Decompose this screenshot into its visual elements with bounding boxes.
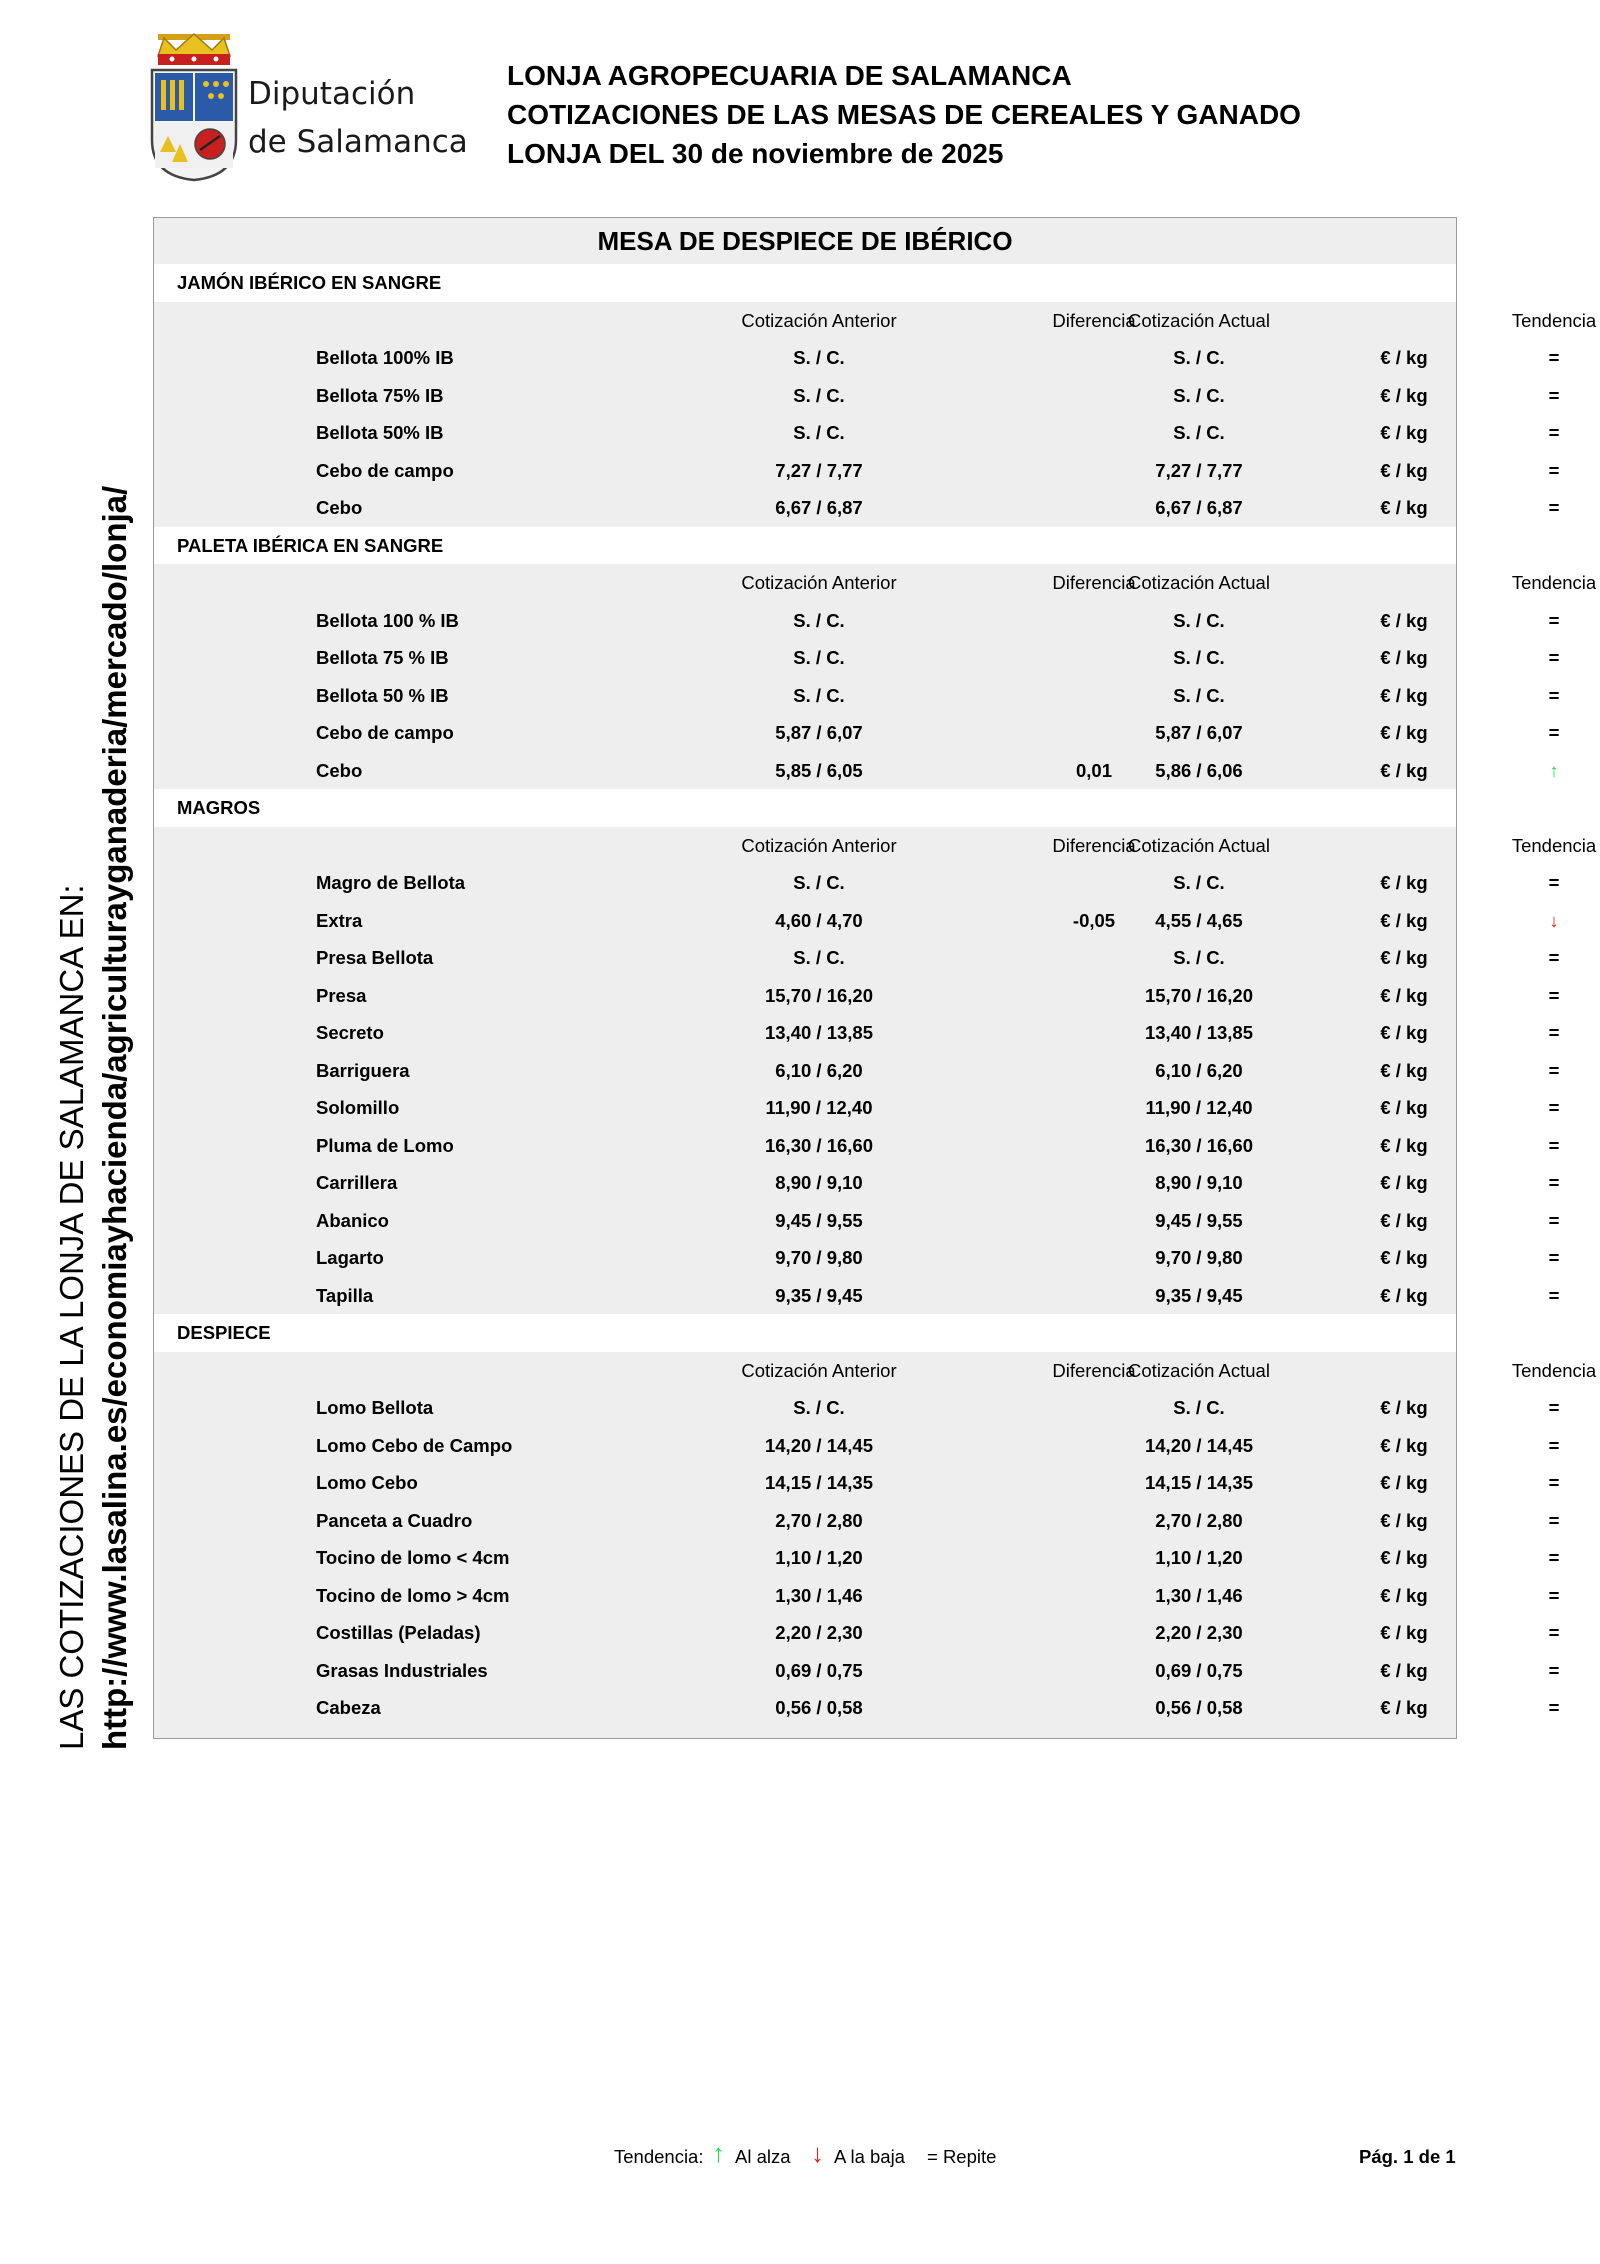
price-anterior: 16,30 / 16,60 xyxy=(764,1134,873,1156)
price-actual: 2,20 / 2,30 xyxy=(1155,1622,1243,1643)
table-row xyxy=(154,377,1560,415)
price-diferencia: -0,05 xyxy=(1072,909,1116,931)
product-name: Lomo Cebo de Campo xyxy=(316,1434,513,1456)
product-name: Secreto xyxy=(316,1022,384,1043)
product-name: Solomillo xyxy=(316,1097,400,1118)
panel-title: MESA DE DESPIECE DE IBÉRICO xyxy=(597,226,1013,256)
trend-equal: = xyxy=(1548,1247,1560,1268)
price-actual: 0,69 / 0,75 xyxy=(1155,1659,1243,1681)
price-actual: S. / C. xyxy=(1173,422,1225,443)
price-anterior: 6,10 / 6,20 xyxy=(775,1059,863,1081)
price-unit: € / kg xyxy=(1380,684,1428,706)
header-line-1: LONJA AGROPECUARIA DE SALAMANCA xyxy=(507,60,1072,91)
price-anterior: S. / C. xyxy=(793,647,845,668)
product-name: Abanico xyxy=(316,1209,389,1231)
product-name: Presa xyxy=(316,984,367,1006)
price-unit: € / kg xyxy=(1380,1472,1428,1493)
product-name: Presa Bellota xyxy=(316,947,434,968)
table-row xyxy=(154,1127,1560,1165)
product-name: Magro de Bellota xyxy=(316,872,466,893)
product-name: Tocino de lomo > 4cm xyxy=(316,1584,510,1606)
price-actual: 9,70 / 9,80 xyxy=(1155,1247,1243,1268)
trend-equal: = xyxy=(1548,1397,1560,1418)
price-actual: S. / C. xyxy=(1173,347,1225,368)
trend-equal: = xyxy=(1548,872,1560,893)
price-anterior: S. / C. xyxy=(793,1397,845,1418)
down-arrow-icon: ↓ xyxy=(811,2138,824,2168)
price-unit: € / kg xyxy=(1380,1397,1428,1418)
price-actual: S. / C. xyxy=(1173,609,1225,631)
price-actual: 16,30 / 16,60 xyxy=(1144,1134,1253,1156)
product-name: Grasas Industriales xyxy=(316,1659,488,1681)
section-header xyxy=(154,789,1456,827)
column-header-row xyxy=(154,302,1597,340)
header-line-3: LONJA DEL 30 de noviembre de 2025 xyxy=(507,138,1004,169)
price-unit: € / kg xyxy=(1380,909,1428,931)
table-row xyxy=(154,1577,1560,1615)
price-unit: € / kg xyxy=(1380,647,1428,668)
price-unit: € / kg xyxy=(1380,1509,1428,1531)
trend-equal: = xyxy=(1548,384,1560,406)
price-actual: S. / C. xyxy=(1173,684,1225,706)
price-unit: € / kg xyxy=(1380,759,1428,781)
column-header-diferencia: Diferencia xyxy=(1052,309,1136,331)
price-anterior: 0,56 / 0,58 xyxy=(775,1697,863,1718)
price-unit: € / kg xyxy=(1380,1584,1428,1606)
product-name: Cebo de campo xyxy=(316,722,454,743)
table-row xyxy=(154,902,1559,940)
price-anterior: 5,85 / 6,05 xyxy=(775,759,863,781)
table-row xyxy=(154,452,1560,490)
price-unit: € / kg xyxy=(1380,1247,1428,1268)
table-row xyxy=(154,864,1560,902)
trend-equal: = xyxy=(1548,647,1560,668)
product-name: Cebo xyxy=(316,497,363,518)
product-name: Lomo Bellota xyxy=(316,1397,434,1418)
price-table xyxy=(154,264,1597,1727)
section-header xyxy=(154,1314,1456,1352)
table-row xyxy=(154,1089,1560,1127)
price-anterior: S. / C. xyxy=(793,422,845,443)
column-header-tendencia: Tendencia xyxy=(1511,309,1597,331)
price-anterior: 14,20 / 14,45 xyxy=(764,1434,873,1456)
price-actual: 1,30 / 1,46 xyxy=(1155,1584,1243,1606)
trend-equal: = xyxy=(1548,497,1560,518)
product-name: Bellota 100% IB xyxy=(316,347,454,368)
product-name: Barriguera xyxy=(316,1059,410,1081)
trend-equal: = xyxy=(1548,684,1560,706)
price-unit: € / kg xyxy=(1380,497,1428,518)
product-name: Carrillera xyxy=(316,1172,398,1193)
price-anterior: 14,15 / 14,35 xyxy=(764,1472,873,1493)
price-unit: € / kg xyxy=(1380,347,1428,368)
trend-down-icon: ↓ xyxy=(1549,909,1559,931)
price-panel xyxy=(153,217,1597,1739)
price-anterior: S. / C. xyxy=(793,609,845,631)
footer-legend-up: Al alza xyxy=(735,2146,791,2167)
price-unit: € / kg xyxy=(1380,1209,1428,1231)
product-name: Pluma de Lomo xyxy=(316,1134,454,1156)
price-actual: 5,87 / 6,07 xyxy=(1155,722,1243,743)
price-anterior: S. / C. xyxy=(793,947,845,968)
column-header-anterior: Cotización Anterior xyxy=(741,572,897,593)
price-unit: € / kg xyxy=(1380,722,1428,743)
price-anterior: 2,70 / 2,80 xyxy=(775,1509,863,1531)
price-unit: € / kg xyxy=(1380,1059,1428,1081)
footer xyxy=(0,2138,1600,2178)
price-unit: € / kg xyxy=(1380,384,1428,406)
side-banner xyxy=(50,485,160,1750)
price-unit: € / kg xyxy=(1380,459,1428,481)
price-unit: € / kg xyxy=(1380,1547,1428,1568)
table-row xyxy=(154,1164,1560,1202)
product-name: Lomo Cebo xyxy=(316,1472,418,1493)
product-name: Cebo de campo xyxy=(316,459,454,481)
footer-legend-label: Tendencia: xyxy=(614,2146,704,2167)
table-row xyxy=(154,602,1560,640)
column-header-anterior: Cotización Anterior xyxy=(741,834,897,856)
price-anterior: 2,20 / 2,30 xyxy=(775,1622,863,1643)
price-unit: € / kg xyxy=(1380,1434,1428,1456)
footer-legend-repeat: = Repite xyxy=(927,2146,997,2167)
column-header-tendencia: Tendencia xyxy=(1511,572,1597,593)
trend-equal: = xyxy=(1548,1659,1560,1681)
price-anterior: 9,45 / 9,55 xyxy=(775,1209,863,1231)
trend-equal: = xyxy=(1548,1584,1560,1606)
up-arrow-icon: ↑ xyxy=(712,2138,725,2168)
trend-equal: = xyxy=(1548,1472,1560,1493)
column-header-actual: Cotización Actual xyxy=(1128,1359,1270,1381)
column-header-diferencia: Diferencia xyxy=(1052,572,1136,593)
price-anterior: 8,90 / 9,10 xyxy=(775,1172,863,1193)
product-name: Cabeza xyxy=(316,1697,381,1718)
trend-equal: = xyxy=(1548,1284,1560,1306)
price-anterior: S. / C. xyxy=(793,684,845,706)
price-actual: 1,10 / 1,20 xyxy=(1155,1547,1243,1568)
trend-equal: = xyxy=(1548,1547,1560,1568)
table-row xyxy=(154,752,1559,790)
table-row xyxy=(154,1614,1560,1652)
trend-equal: = xyxy=(1548,1434,1560,1456)
price-actual: 11,90 / 12,40 xyxy=(1145,1097,1253,1118)
price-unit: € / kg xyxy=(1380,1697,1428,1718)
trend-equal: = xyxy=(1548,1622,1560,1643)
price-anterior: 9,70 / 9,80 xyxy=(775,1247,863,1268)
product-name: Bellota 75 % IB xyxy=(316,647,449,668)
price-unit: € / kg xyxy=(1380,422,1428,443)
product-name: Bellota 75% IB xyxy=(316,384,444,406)
column-header-diferencia: Diferencia xyxy=(1052,834,1136,856)
header-line-2: COTIZACIONES DE LAS MESAS DE CEREALES Y GANADO xyxy=(507,99,1301,130)
column-header-row xyxy=(154,827,1597,865)
section-header xyxy=(154,527,1456,565)
trend-up-icon: ↑ xyxy=(1549,759,1559,781)
price-anterior: 4,60 / 4,70 xyxy=(775,909,863,931)
column-header-row xyxy=(154,564,1597,602)
table-row xyxy=(154,639,1560,677)
price-actual: 6,67 / 6,87 xyxy=(1155,497,1243,518)
table-row xyxy=(154,1202,1560,1240)
price-unit: € / kg xyxy=(1380,947,1428,968)
table-row xyxy=(154,1689,1560,1727)
price-diferencia: 0,01 xyxy=(1075,759,1112,781)
price-anterior: 1,30 / 1,46 xyxy=(775,1584,863,1606)
price-anterior: 5,87 / 6,07 xyxy=(775,722,863,743)
table-row xyxy=(154,1239,1560,1277)
price-anterior: 6,67 / 6,87 xyxy=(775,497,863,518)
trend-equal: = xyxy=(1548,1059,1560,1081)
price-actual: 8,90 / 9,10 xyxy=(1155,1172,1243,1193)
column-header-row xyxy=(154,1352,1597,1390)
trend-equal: = xyxy=(1548,609,1560,631)
column-header-actual: Cotización Actual xyxy=(1128,834,1270,856)
footer-legend-down: A la baja xyxy=(834,2146,905,2167)
table-row xyxy=(154,1464,1560,1502)
price-actual: S. / C. xyxy=(1173,947,1225,968)
price-unit: € / kg xyxy=(1380,1134,1428,1156)
product-name: Bellota 100 % IB xyxy=(316,609,459,631)
table-row xyxy=(154,1502,1560,1540)
price-unit: € / kg xyxy=(1380,1172,1428,1193)
product-name: Extra xyxy=(316,909,363,931)
trend-equal: = xyxy=(1548,1022,1560,1043)
table-row xyxy=(154,414,1560,452)
column-header-tendencia: Tendencia xyxy=(1511,834,1597,856)
side-banner-line1: LAS COTIZACIONES DE LA LONJA DE SALAMANCA EN: xyxy=(53,884,90,1750)
price-actual: 7,27 / 7,77 xyxy=(1155,459,1243,481)
table-row xyxy=(154,939,1560,977)
column-header-actual: Cotización Actual xyxy=(1128,572,1270,593)
product-name: Costillas (Peladas) xyxy=(316,1622,481,1643)
section-title: DESPIECE xyxy=(177,1322,271,1343)
product-name: Bellota 50 % IB xyxy=(316,684,449,706)
trend-equal: = xyxy=(1548,1097,1560,1118)
trend-equal: = xyxy=(1548,947,1560,968)
section-title: MAGROS xyxy=(177,797,261,818)
coat-of-arms-icon xyxy=(150,32,240,182)
document-header xyxy=(507,56,1301,173)
trend-equal: = xyxy=(1548,1697,1560,1718)
section-title: PALETA IBÉRICA EN SANGRE xyxy=(177,534,444,556)
price-actual: 13,40 / 13,85 xyxy=(1144,1022,1253,1043)
logo-text-line2: de Salamanca xyxy=(248,124,468,160)
price-anterior: S. / C. xyxy=(793,384,845,406)
price-actual: 15,70 / 16,20 xyxy=(1144,984,1253,1006)
logo-text-line1: Diputación xyxy=(248,76,416,112)
price-unit: € / kg xyxy=(1380,1022,1428,1043)
product-name: Tapilla xyxy=(316,1284,374,1306)
product-name: Tocino de lomo < 4cm xyxy=(316,1547,510,1568)
table-row xyxy=(154,1389,1560,1427)
price-actual: 9,45 / 9,55 xyxy=(1155,1209,1243,1231)
trend-equal: = xyxy=(1548,422,1560,443)
table-row xyxy=(154,339,1560,377)
trend-equal: = xyxy=(1548,459,1560,481)
table-row xyxy=(154,1052,1560,1090)
product-name: Panceta a Cuadro xyxy=(316,1509,473,1531)
price-actual: 14,15 / 14,35 xyxy=(1144,1472,1253,1493)
table-row xyxy=(154,677,1560,715)
price-unit: € / kg xyxy=(1380,609,1428,631)
trend-equal: = xyxy=(1548,1134,1560,1156)
column-header-anterior: Cotización Anterior xyxy=(741,1359,897,1381)
price-actual: S. / C. xyxy=(1173,647,1225,668)
trend-equal: = xyxy=(1548,347,1560,368)
price-unit: € / kg xyxy=(1380,1097,1428,1118)
price-unit: € / kg xyxy=(1380,872,1428,893)
price-anterior: 13,40 / 13,85 xyxy=(764,1022,873,1043)
price-anterior: 9,35 / 9,45 xyxy=(775,1284,863,1306)
product-name: Bellota 50% IB xyxy=(316,422,444,443)
product-name: Cebo xyxy=(316,759,363,781)
trend-equal: = xyxy=(1548,1509,1560,1531)
price-actual: S. / C. xyxy=(1173,872,1225,893)
table-row xyxy=(154,1277,1560,1315)
price-unit: € / kg xyxy=(1380,1659,1428,1681)
price-anterior: 15,70 / 16,20 xyxy=(764,984,873,1006)
price-actual: S. / C. xyxy=(1173,1397,1225,1418)
price-anterior: 0,69 / 0,75 xyxy=(775,1659,863,1681)
table-row xyxy=(154,714,1560,752)
price-anterior: 11,90 / 12,40 xyxy=(765,1097,873,1118)
price-actual: 9,35 / 9,45 xyxy=(1155,1284,1243,1306)
column-header-diferencia: Diferencia xyxy=(1052,1359,1136,1381)
price-anterior: S. / C. xyxy=(793,347,845,368)
column-header-tendencia: Tendencia xyxy=(1511,1359,1597,1381)
trend-equal: = xyxy=(1548,1172,1560,1193)
price-anterior: 1,10 / 1,20 xyxy=(775,1547,863,1568)
price-unit: € / kg xyxy=(1380,1284,1428,1306)
trend-equal: = xyxy=(1548,984,1560,1006)
column-header-actual: Cotización Actual xyxy=(1128,309,1270,331)
price-anterior: 7,27 / 7,77 xyxy=(775,459,863,481)
table-row xyxy=(154,1652,1560,1690)
product-name: Lagarto xyxy=(316,1247,384,1268)
price-unit: € / kg xyxy=(1380,1622,1428,1643)
price-actual: 4,55 / 4,65 xyxy=(1155,909,1243,931)
diputacion-logo xyxy=(150,32,468,182)
side-banner-url[interactable]: http://www.lasalina.es/economiayhacienda/agriculturayganaderia/mercado/lonja/ xyxy=(96,485,133,1750)
trend-equal: = xyxy=(1548,722,1560,743)
page-number: Pág. 1 de 1 xyxy=(1359,2146,1456,2167)
price-actual: 14,20 / 14,45 xyxy=(1144,1434,1253,1456)
column-header-anterior: Cotización Anterior xyxy=(741,309,897,331)
price-actual: S. / C. xyxy=(1173,384,1225,406)
trend-equal: = xyxy=(1548,1209,1560,1231)
section-title: JAMÓN IBÉRICO EN SANGRE xyxy=(177,272,442,293)
price-anterior: S. / C. xyxy=(793,872,845,893)
table-row xyxy=(154,1014,1560,1052)
table-row xyxy=(154,489,1560,527)
price-actual: 2,70 / 2,80 xyxy=(1155,1509,1243,1531)
price-actual: 6,10 / 6,20 xyxy=(1155,1059,1243,1081)
price-actual: 0,56 / 0,58 xyxy=(1155,1697,1243,1718)
section-header xyxy=(154,264,1456,302)
price-unit: € / kg xyxy=(1380,984,1428,1006)
table-row xyxy=(154,977,1560,1015)
price-actual: 5,86 / 6,06 xyxy=(1155,759,1243,781)
table-row xyxy=(154,1539,1560,1577)
table-row xyxy=(154,1427,1560,1465)
